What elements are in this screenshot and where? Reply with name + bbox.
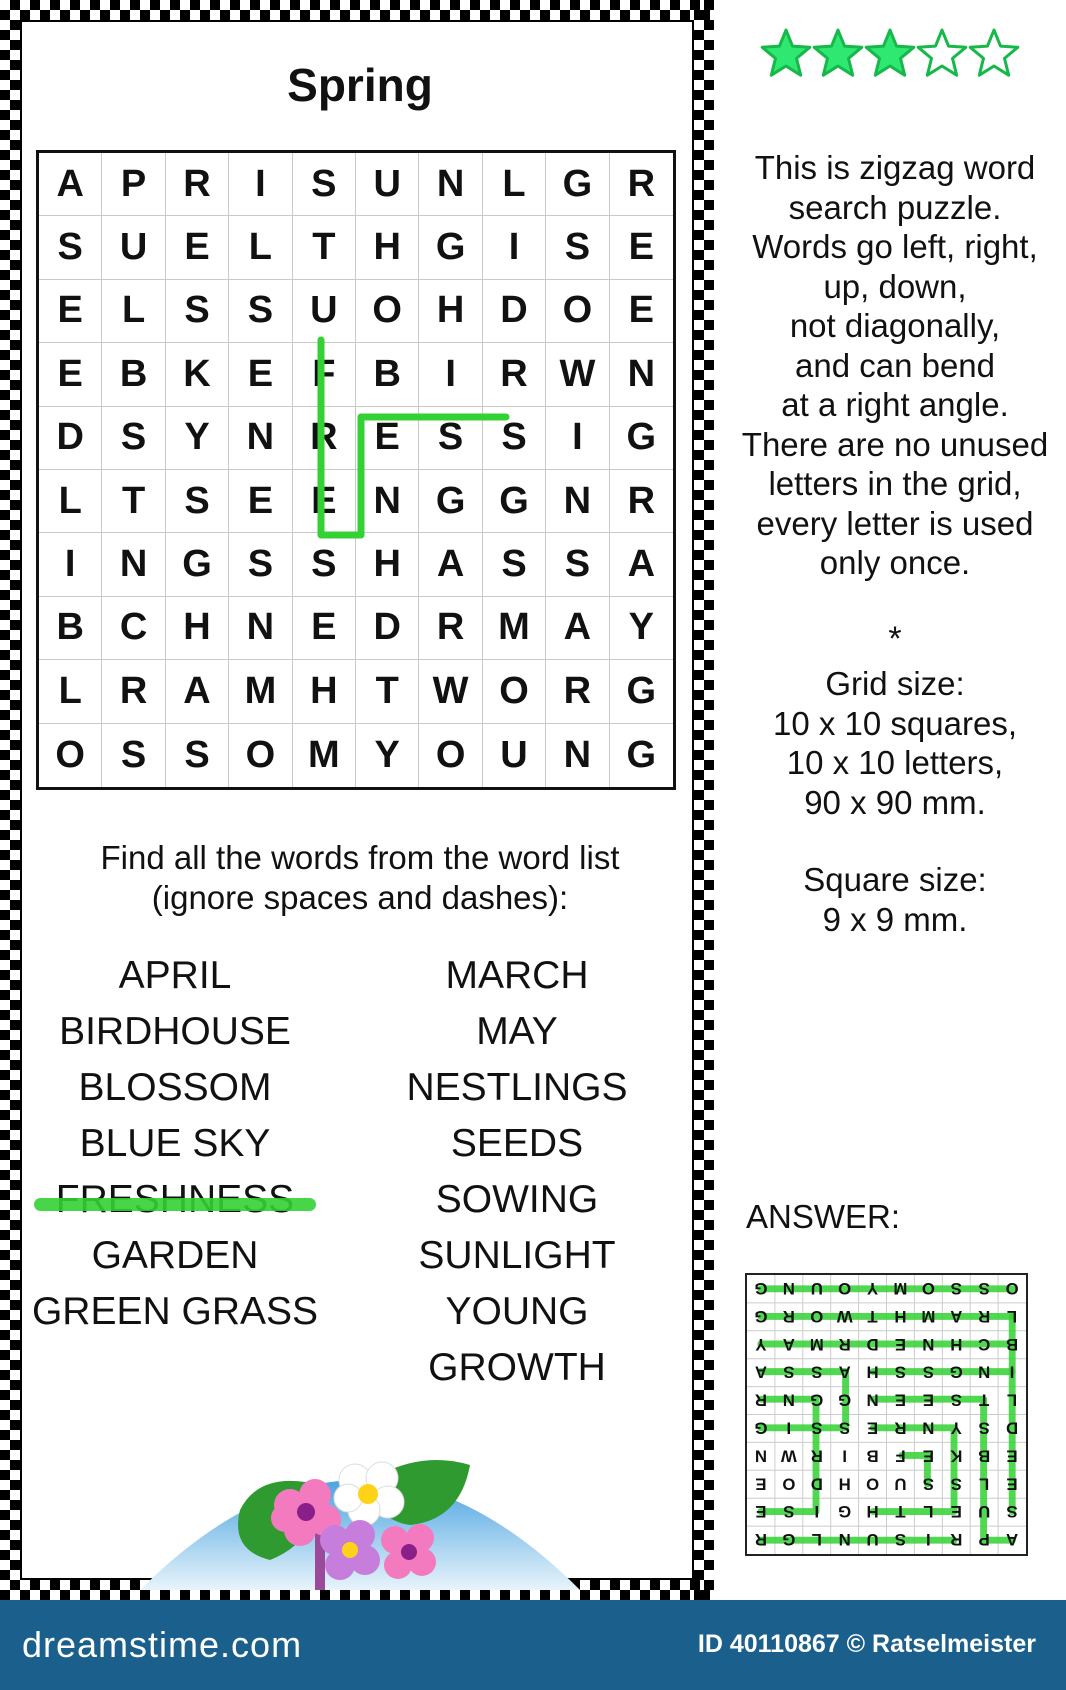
grid-cell[interactable]: C — [102, 597, 165, 660]
grid-cell[interactable]: D — [356, 597, 419, 660]
grid-cell[interactable]: H — [419, 280, 482, 343]
word-text: SEEDS — [450, 1122, 584, 1165]
text-line: This is zigzag word — [754, 149, 1036, 186]
instructions — [60, 838, 660, 918]
answer-grid-cell: O — [866, 1474, 880, 1494]
grid-cell[interactable]: A — [419, 533, 482, 596]
answer-grid-cell: S — [811, 1418, 823, 1438]
answer-grid-cell: S — [978, 1279, 990, 1299]
word-text: NESTLINGS — [406, 1066, 628, 1109]
answer-grid-cell: N — [866, 1390, 879, 1410]
grid-cell[interactable]: E — [610, 280, 673, 343]
grid-cell[interactable]: S — [546, 216, 609, 279]
answer-grid-cell: A — [838, 1362, 851, 1382]
grid-cell[interactable]: L — [39, 660, 102, 723]
answer-grid-cell: A — [950, 1306, 963, 1326]
word-text: SOWING — [435, 1178, 599, 1221]
answer-grid-cell: N — [782, 1279, 795, 1299]
text-line: and can bend — [794, 346, 995, 384]
star-empty-icon — [918, 30, 966, 75]
word-text: BLOSSOM — [78, 1066, 272, 1109]
grid-cell[interactable]: S — [166, 470, 229, 533]
grid-cell[interactable]: N — [356, 470, 419, 533]
answer-grid-cell: L — [979, 1474, 990, 1494]
spring-flowers-illustration — [120, 1410, 600, 1590]
grid-cell[interactable]: B — [356, 343, 419, 406]
grid-cell[interactable]: H — [356, 216, 419, 279]
grid-cell[interactable]: O — [229, 724, 292, 787]
text-line: letters in the grid, — [768, 465, 1022, 502]
answer-grid-cell: A — [782, 1334, 795, 1354]
grid-cell[interactable]: H — [356, 533, 419, 596]
answer-grid-cell: L — [923, 1502, 934, 1522]
grid-cell[interactable]: N — [229, 597, 292, 660]
grid-cell[interactable]: F — [293, 343, 356, 406]
grid-cell[interactable]: L — [483, 153, 546, 216]
grid-cell[interactable]: U — [102, 216, 165, 279]
grid-cell[interactable]: S — [39, 216, 102, 279]
grid-cell[interactable]: Y — [166, 407, 229, 470]
puzzle-title: Spring — [287, 59, 433, 111]
found-word — [56, 1172, 294, 1228]
word-item — [10, 1172, 340, 1228]
answer-grid-cell: M — [921, 1306, 936, 1326]
answer-grid-cell: R — [838, 1334, 851, 1354]
word-text: MAY — [476, 1010, 558, 1053]
answer-grid-cell: G — [838, 1390, 852, 1410]
grid-cell[interactable]: I — [419, 343, 482, 406]
text-line: up, down, — [823, 267, 967, 305]
instructions-line-1: Find all the words from the word list — [100, 839, 620, 876]
grid-cell[interactable]: I — [39, 533, 102, 596]
word-list-left — [10, 948, 340, 1340]
answer-grid-cell: N — [978, 1362, 991, 1382]
word-item — [10, 1004, 340, 1060]
answer-grid-cell: I — [814, 1502, 820, 1522]
grid-cell[interactable]: Y — [356, 724, 419, 787]
answer-grid-cell: E — [755, 1502, 767, 1522]
answer-grid-cell: G — [838, 1502, 852, 1522]
text-line: 90 x 90 mm. — [804, 783, 986, 821]
answer-grid-cell: R — [810, 1446, 823, 1466]
answer-grid-cell: R — [754, 1530, 768, 1550]
grid-cell[interactable]: R — [293, 407, 356, 470]
answer-grid-cell: E — [922, 1446, 934, 1466]
grid-cell[interactable]: T — [356, 660, 419, 723]
answer-grid-cell: S — [839, 1418, 851, 1438]
answer-grid-cell: K — [950, 1446, 963, 1466]
grid-cell[interactable]: O — [419, 724, 482, 787]
answer-grid-cell: H — [950, 1334, 963, 1354]
grid-cell[interactable]: N — [419, 153, 482, 216]
grid-cell[interactable]: S — [229, 280, 292, 343]
grid-cell[interactable]: M — [483, 597, 546, 660]
star-filled-icon — [814, 30, 862, 75]
answer-grid-cell: D — [810, 1474, 823, 1494]
answer-grid-cell: S — [811, 1362, 823, 1382]
answer-grid-cell: N — [922, 1334, 935, 1354]
answer-grid-cell: U — [866, 1530, 879, 1550]
grid-cell[interactable]: R — [483, 343, 546, 406]
answer-grid-cell: L — [811, 1530, 822, 1550]
answer-grid-cell: R — [950, 1530, 963, 1550]
grid-cell[interactable]: S — [419, 407, 482, 470]
answer-grid — [745, 1273, 1028, 1556]
word-item — [352, 1228, 682, 1284]
answer-grid-cell: F — [895, 1446, 906, 1466]
answer-grid-cell: R — [978, 1306, 991, 1326]
grid-cell[interactable]: I — [483, 216, 546, 279]
answer-grid-cell: H — [894, 1306, 907, 1326]
word-text: BLUE SKY — [79, 1122, 271, 1165]
answer-grid-cell: O — [810, 1306, 824, 1326]
answer-grid-cell: G — [782, 1530, 796, 1550]
grid-cell[interactable]: N — [546, 724, 609, 787]
answer-grid-cell: S — [950, 1279, 962, 1299]
answer-grid-cell: Y — [866, 1279, 879, 1299]
grid-cell[interactable]: M — [293, 724, 356, 787]
answer-grid-cell: E — [922, 1390, 934, 1410]
word-text: GARDEN — [91, 1234, 259, 1277]
answer-grid-cell: S — [978, 1418, 990, 1438]
grid-cell[interactable]: A — [166, 660, 229, 723]
grid-cell[interactable]: N — [229, 407, 292, 470]
answer-grid-cell: H — [838, 1474, 851, 1494]
answer-grid-cell: U — [978, 1502, 991, 1522]
answer-grid-cell: D — [1005, 1418, 1019, 1438]
answer-grid-cell: E — [755, 1474, 767, 1494]
text-line: Square size: — [803, 861, 987, 898]
grid-cell[interactable]: G — [610, 407, 673, 470]
grid-cell[interactable]: E — [166, 216, 229, 279]
answer-grid-cell: C — [978, 1334, 991, 1354]
text-line: at a right angle. — [781, 386, 1009, 423]
star-empty-icon — [970, 30, 1018, 75]
grid-cell[interactable]: R — [166, 153, 229, 216]
answer-grid-cell: S — [894, 1530, 907, 1550]
grid-cell[interactable]: I — [546, 407, 609, 470]
word-item — [352, 1004, 682, 1060]
answer-grid-cell: O — [1005, 1279, 1019, 1299]
word-item — [352, 1116, 682, 1172]
answer-grid-cell: Y — [755, 1334, 767, 1354]
grid-cell[interactable]: S — [293, 153, 356, 216]
text-line: There are no unused — [741, 425, 1049, 463]
answer-grid-cell: I — [842, 1446, 847, 1466]
answer-grid-cell: M — [809, 1334, 824, 1354]
grid-cell[interactable]: O — [356, 280, 419, 343]
word-item — [10, 1284, 340, 1340]
text-line: 9 x 9 mm. — [822, 900, 968, 938]
answer-grid-cell: H — [866, 1502, 879, 1522]
grid-cell[interactable]: L — [102, 280, 165, 343]
word-item — [352, 1060, 682, 1116]
answer-grid-cell: E — [866, 1418, 879, 1438]
grid-cell[interactable]: E — [39, 280, 102, 343]
letter-grid — [36, 150, 676, 790]
grid-cell[interactable]: R — [546, 660, 609, 723]
grid-cell[interactable]: S — [483, 533, 546, 596]
word-item — [10, 1060, 340, 1116]
answer-grid-cell: S — [950, 1390, 962, 1410]
grid-cell[interactable]: O — [39, 724, 102, 787]
answer-grid-cell: E — [1006, 1446, 1018, 1466]
answer-label: ANSWER: — [746, 1198, 901, 1235]
answer-grid-cell: G — [754, 1306, 768, 1326]
answer-grid-cell: S — [783, 1362, 795, 1382]
grid-cell[interactable]: U — [356, 153, 419, 216]
brand-logo: dreamstime.com — [22, 1624, 303, 1665]
answer-grid-cell: D — [866, 1334, 879, 1354]
grid-cell[interactable]: L — [39, 470, 102, 533]
answer-grid-cell: G — [754, 1418, 768, 1438]
grid-cell[interactable]: G — [483, 470, 546, 533]
answer-grid-cell: B — [1005, 1334, 1019, 1354]
grid-cell[interactable]: R — [610, 153, 673, 216]
word-text: GREEN GRASS — [31, 1290, 319, 1333]
grid-cell[interactable]: H — [166, 597, 229, 660]
answer-grid-cell: W — [780, 1446, 797, 1466]
grid-cell[interactable]: U — [483, 724, 546, 787]
grid-cell[interactable]: G — [546, 153, 609, 216]
grid-cell[interactable]: D — [483, 280, 546, 343]
answer-grid-cell: S — [922, 1474, 934, 1494]
grid-cell[interactable]: T — [293, 216, 356, 279]
answer-grid-cell: E — [894, 1334, 907, 1354]
image-credit: ID 40110867 © Ratselmeister — [697, 1630, 1036, 1658]
word-item — [10, 948, 340, 1004]
grid-cell[interactable]: S — [166, 724, 229, 787]
answer-grid-cell: I — [1009, 1362, 1015, 1382]
grid-cell[interactable]: S — [483, 407, 546, 470]
answer-grid-cell: P — [978, 1530, 990, 1550]
text-line: Words go left, right, — [752, 228, 1038, 265]
word-item — [352, 1284, 682, 1396]
answer-grid-cell: M — [893, 1279, 908, 1299]
grid-cell[interactable]: S — [102, 407, 165, 470]
grid-cell[interactable]: G — [626, 733, 657, 776]
grid-cell[interactable]: N — [610, 343, 673, 406]
grid-cell[interactable]: R — [102, 660, 165, 723]
answer-grid-cell: E — [1006, 1474, 1018, 1494]
answer-grid-cell: I — [786, 1418, 792, 1438]
grid-cell[interactable]: E — [610, 216, 673, 279]
text-line: 10 x 10 letters, — [786, 744, 1004, 781]
answer-grid-cell: Y — [950, 1418, 962, 1438]
grid-cell[interactable]: A — [39, 153, 102, 216]
puzzle-description — [730, 148, 1060, 583]
answer-grid-cell: I — [926, 1530, 931, 1550]
answer-grid-cell: O — [838, 1279, 852, 1299]
word-text: APRIL — [118, 954, 232, 997]
answer-grid-cell: N — [838, 1530, 851, 1550]
answer-grid-cell: G — [754, 1279, 768, 1299]
word-text: SUNLIGHT — [418, 1234, 616, 1277]
text-line: only once. — [819, 544, 971, 581]
answer-grid-cell: E — [894, 1390, 907, 1410]
answer-grid-cell: A — [1005, 1530, 1019, 1550]
grid-cell[interactable]: I — [229, 153, 292, 216]
grid-cell[interactable]: S — [166, 280, 229, 343]
difficulty-rating — [760, 22, 1020, 86]
answer-grid-cell: L — [1006, 1390, 1018, 1410]
grid-cell[interactable]: K — [166, 343, 229, 406]
answer-grid-cell: S — [950, 1474, 962, 1494]
text-line: Grid size: — [825, 665, 965, 702]
grid-cell[interactable]: E — [229, 470, 292, 533]
footer-bar — [0, 1600, 1066, 1690]
star-filled-icon — [762, 30, 810, 75]
grid-cell[interactable]: P — [102, 153, 165, 216]
answer-grid-cell: T — [979, 1390, 990, 1410]
word-text: MARCH — [445, 954, 589, 997]
grid-cell[interactable]: M — [229, 660, 292, 723]
answer-grid-cell: O — [921, 1279, 935, 1299]
star-filled-icon — [866, 30, 914, 75]
word-item — [10, 1228, 340, 1284]
grid-cell[interactable]: G — [419, 470, 482, 533]
grid-cell[interactable]: S — [102, 724, 165, 787]
text-line: every letter is used — [756, 504, 1034, 542]
grid-cell[interactable]: U — [293, 280, 356, 343]
strike-through-mark — [34, 1198, 316, 1211]
answer-grid-cell: N — [782, 1390, 795, 1410]
grid-cell[interactable]: G — [166, 533, 229, 596]
grid-cell[interactable]: S — [229, 533, 292, 596]
answer-grid-cell: B — [866, 1446, 879, 1466]
answer-grid-cell: R — [754, 1390, 768, 1410]
word-text: YOUNG GROWTH — [428, 1290, 606, 1389]
grid-cell[interactable]: S — [293, 533, 356, 596]
square-size-info — [740, 860, 1050, 939]
grid-cell[interactable]: E — [293, 597, 356, 660]
grid-cell[interactable]: W — [546, 343, 609, 406]
grid-cell[interactable]: B — [102, 343, 165, 406]
grid-cell[interactable]: E — [293, 470, 356, 533]
grid-cell[interactable]: T — [102, 470, 165, 533]
answer-grid-cell: R — [894, 1418, 907, 1438]
grid-cell[interactable]: R — [419, 597, 482, 660]
answer-grid-cell: G — [810, 1390, 824, 1410]
grid-cell[interactable]: E — [229, 343, 292, 406]
grid-cell[interactable]: G — [419, 216, 482, 279]
answer-grid-cell: S — [1006, 1502, 1018, 1522]
answer-grid-cell: S — [783, 1502, 795, 1522]
grid-cell[interactable]: L — [229, 216, 292, 279]
grid-cell[interactable]: A — [546, 597, 609, 660]
text-line: search puzzle. — [788, 188, 1002, 226]
grid-cell[interactable]: O — [546, 280, 609, 343]
grid-cell[interactable]: R — [610, 470, 673, 533]
answer-grid-cell: G — [949, 1362, 963, 1382]
answer-grid-cell: A — [754, 1362, 768, 1382]
grid-cell[interactable]: B — [39, 597, 102, 660]
answer-grid-cell: U — [894, 1474, 907, 1494]
answer-grid-cell: H — [866, 1362, 879, 1382]
answer-grid-cell: B — [978, 1446, 991, 1466]
answer-grid-cell: S — [894, 1362, 907, 1382]
grid-cell[interactable]: A — [610, 533, 673, 596]
word-item — [352, 1172, 682, 1228]
text-line: not diagonally, — [789, 307, 1001, 344]
grid-cell[interactable]: E — [39, 343, 102, 406]
grid-cell[interactable]: H — [293, 660, 356, 723]
text-line: 10 x 10 squares, — [773, 704, 1017, 742]
answer-grid-cell: T — [895, 1502, 906, 1522]
answer-grid-cell: S — [922, 1362, 934, 1382]
answer-grid-cell: N — [922, 1418, 935, 1438]
grid-cell[interactable]: N — [102, 533, 165, 596]
word-list-right — [352, 948, 682, 1396]
word-item — [352, 948, 682, 1004]
answer-grid-cell: W — [836, 1306, 853, 1326]
answer-grid-cell: N — [754, 1446, 768, 1466]
grid-cell[interactable]: O — [483, 660, 546, 723]
separator-asterisk: * — [888, 620, 902, 658]
grid-size-info — [740, 664, 1050, 822]
grid-cell[interactable]: G — [610, 660, 673, 723]
answer-grid-cell: L — [1006, 1306, 1018, 1326]
grid-cell[interactable]: S — [546, 533, 609, 596]
grid-cell[interactable]: Y — [610, 597, 673, 660]
answer-grid-cell: U — [810, 1279, 823, 1299]
instructions-line-2: (ignore spaces and dashes): — [151, 879, 569, 916]
answer-grid-cell: E — [950, 1502, 962, 1522]
answer-grid-cell: T — [867, 1306, 878, 1326]
grid-cell[interactable]: E — [356, 407, 419, 470]
grid-cell[interactable]: N — [546, 470, 609, 533]
grid-cell[interactable]: D — [39, 407, 102, 470]
word-text: BIRDHOUSE — [59, 1010, 291, 1053]
answer-grid-cell: R — [782, 1306, 795, 1326]
word-item — [10, 1116, 340, 1172]
answer-grid-cell: O — [782, 1474, 796, 1494]
grid-cell[interactable]: W — [419, 660, 482, 723]
